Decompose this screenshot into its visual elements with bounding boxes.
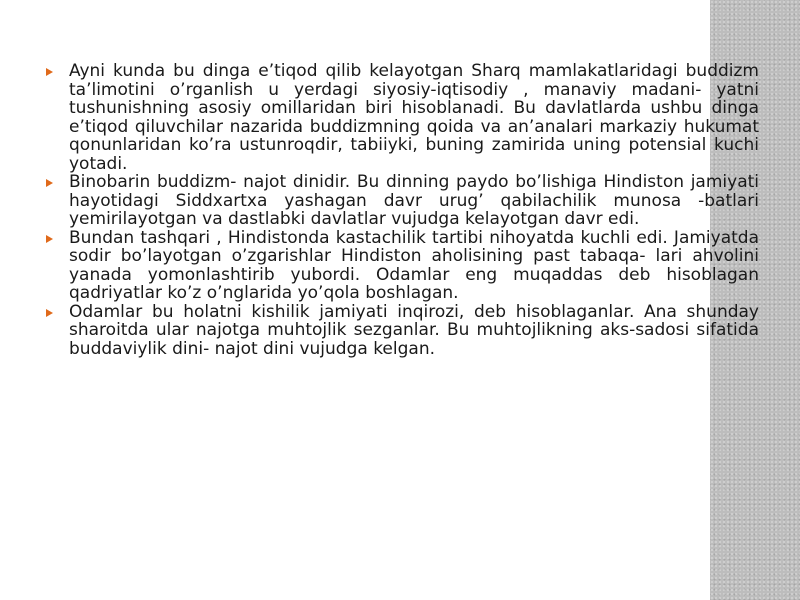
bullet-text: Binobarin buddizm- najot dinidir. Bu dinning paydo bo’lishiga Hindiston jamiyati hayotidagi Siddxartxa yashagan davr urug’ qabilachilik munosa -batlari yemirilayotgan va dastlabki davlatlar vujudga kelayotgan davr edi.	[69, 172, 759, 229]
arrow-bullet-icon	[46, 179, 53, 187]
slide-content	[44, 62, 759, 358]
bullet-text: Odamlar bu holatni kishilik jamiyati inqirozi, deb hisoblaganlar. Ana shunday sharoitda ular najotga muhtojlik sezganlar. Bu muhtojlikning aks-sadosi sifatida buddaviylik dini- najot dini vujudga kelgan.	[69, 301, 759, 359]
bullet-item-3	[44, 229, 759, 303]
bullet-item-2	[44, 173, 759, 229]
arrow-bullet-icon	[46, 309, 53, 317]
bullet-item-4	[44, 303, 759, 359]
arrow-bullet-icon	[46, 68, 53, 76]
arrow-bullet-icon	[46, 235, 53, 243]
bullet-item-1	[44, 62, 759, 173]
bullet-text: Ayni kunda bu dinga e’tiqod qilib kelayotgan Sharq mamlakatlaridagi buddizm ta’limotini o’rganlish u yerdagi siyosiy-iqtisodiy , manaviy madani- yatni tushunishning asosiy omillaridan biri hisoblanadi. Bu davlatlarda ushbu dinga e’tiqod qiluvchilar nazarida buddizmning qoida va an’analari markaziy hukumat qonunlaridan ko’ra ustunroqdir, tabiiyki, buning zamirida uning potensial kuchi yotadi.	[69, 61, 759, 174]
bullet-text: Bundan tashqari , Hindistonda kastachilik tartibi nihoyatda kuchli edi. Jamiyatda sodir bo’layotgan o’zgarishlar Hindiston aholisining past tabaqa- lari ahvolini yanada yomonlashtirib yubordi. Odamlar eng muqaddas deb hisoblagan qadriyatlar ko’z o’nglarida yo’qola boshlagan.	[69, 227, 759, 303]
